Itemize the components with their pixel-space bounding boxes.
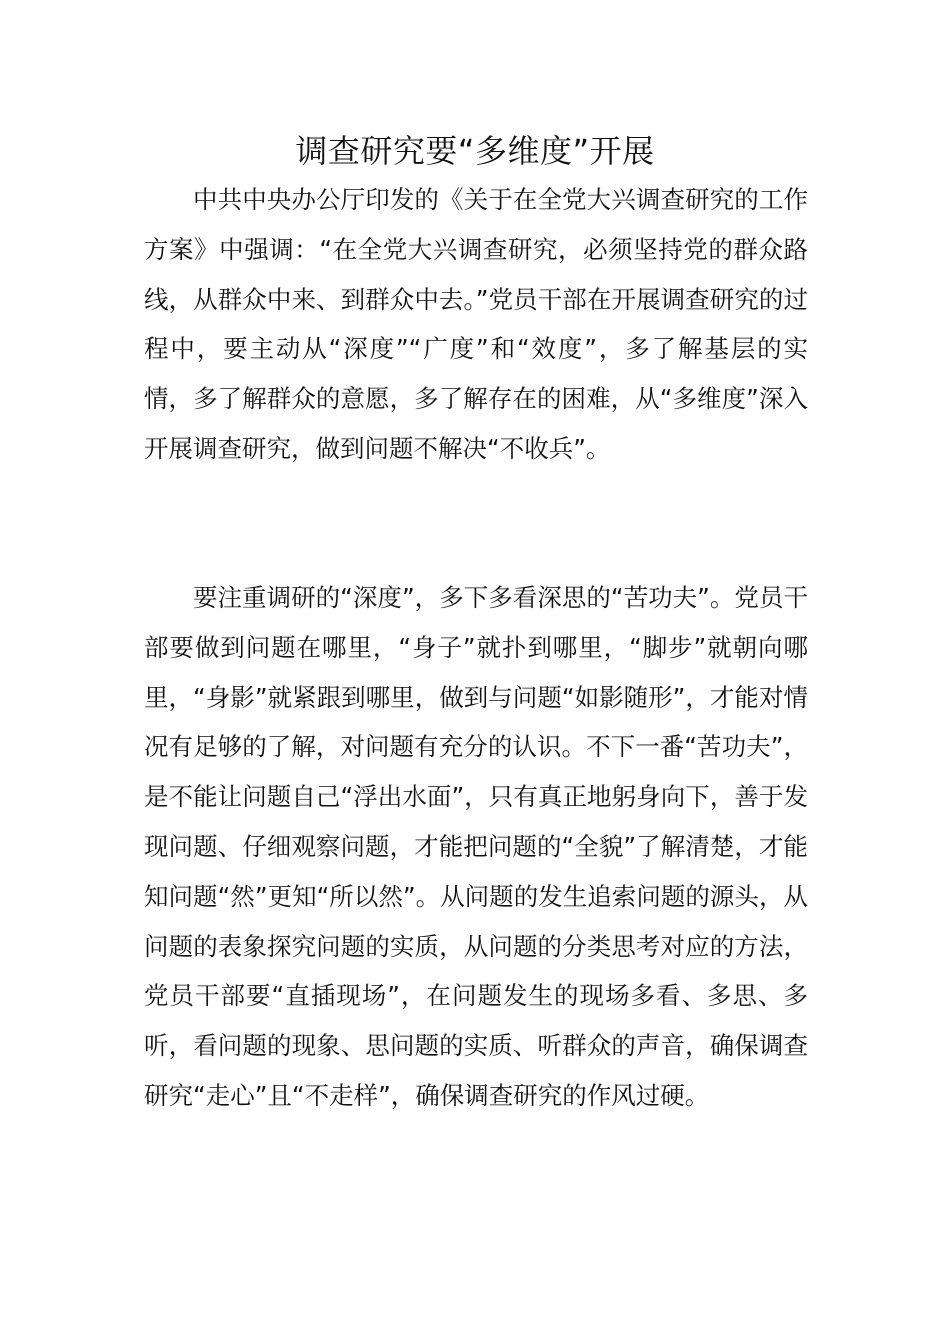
paragraph-intro: 中共中央办公厅印发的《关于在全党大兴调查研究的工作方案》中强调：“在全党大兴调查研究，必须坚持党的群众路线，从群众中来、到群众中去。”党员干部在开展调查研究的过程中，要主动从“深度”“广度”和“效度”，多了解基层的实情，多了解群众的意愿，多了解存在的困难，从“多维度”深入开展调查研究，做到问题不解决“不收兵”。 [144,185,808,463]
document-title: 调查研究要“多维度”开展 [295,132,655,170]
paragraph-depth: 要注重调研的“深度”，多下多看深思的“苦功夫”。党员干部要做到问题在哪里，“身子”就扑到哪里，“脚步”就朝向哪里，“身影”就紧跟到哪里，做到与问题“如影随形”，才能对情况有足够的了解，对问题有充分的认识。不下一番“苦功夫”，是不能让问题自己“浮出水面”，只有真正地躬身向下，善于发现问题、仔细观察问题，才能把问题的“全貌”了解清楚，才能知问题“然”更知“所以然”。从问题的发生追索问题的源头，从问题的表象探究问题的实质，从问题的分类思考对应的方法，党员干部要“直插现场”，在问题发生的现场多看、多思、多听，看问题的现象、思问题的实质、听群众的声音，确保调查研究“走心”且“不走样”，确保调查研究的作风过硬。 [144,583,808,1110]
